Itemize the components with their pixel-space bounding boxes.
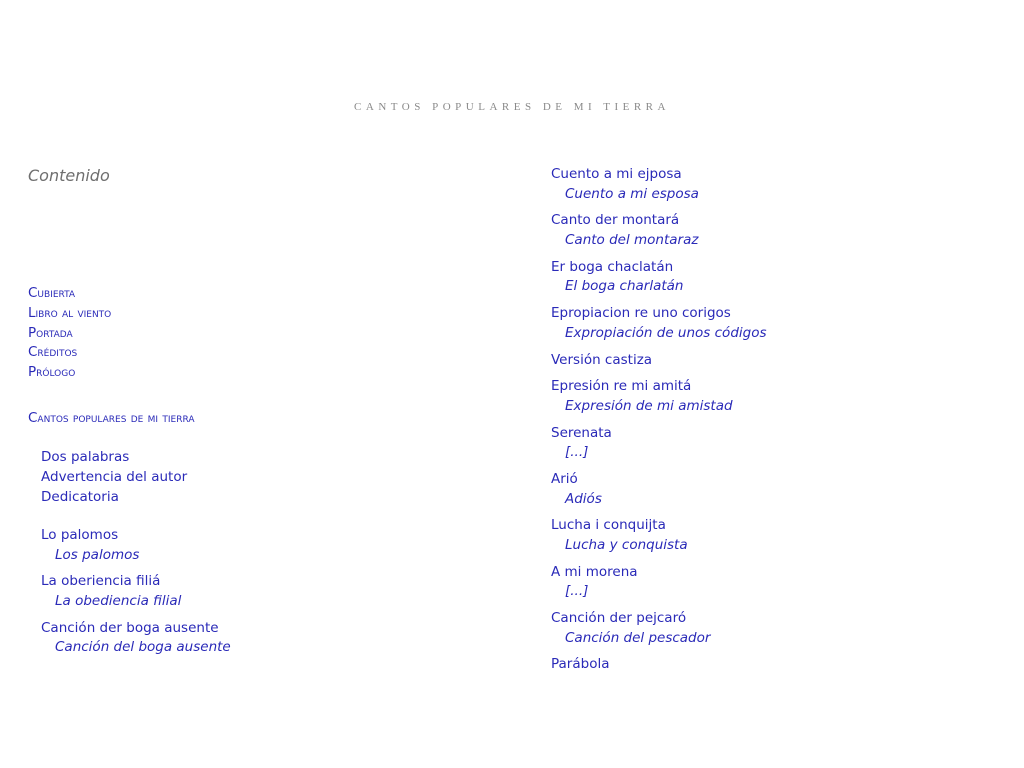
toc-link-prologo[interactable]: Prólogo [28, 364, 76, 381]
poem-title-link[interactable]: Canto der montará [551, 212, 680, 229]
poem-subtitle-link[interactable]: Los palomos [55, 546, 140, 563]
list-item [551, 304, 1011, 343]
list-item [551, 211, 1011, 250]
list-item [551, 424, 1011, 463]
toc-link-portada[interactable]: Portada [28, 324, 73, 341]
list-item [551, 351, 1011, 371]
poem-title-link[interactable]: La oberiencia filiá [41, 573, 161, 590]
toc-right-column [551, 165, 1011, 682]
list-item [551, 258, 1011, 297]
poem-title-link[interactable]: Lucha i conquijta [551, 517, 666, 534]
running-header: CANTOS POPULARES DE MI TIERRA [354, 101, 670, 113]
list-item [41, 526, 508, 565]
poem-title-link[interactable]: Parábola [551, 656, 610, 673]
poem-subtitle-link[interactable]: La obediencia filial [55, 593, 182, 610]
poem-title-link[interactable]: Arió [551, 470, 578, 487]
toc-link-cubierta[interactable]: Cubierta [28, 285, 76, 301]
list-item [41, 619, 508, 658]
poem-subtitle-link[interactable]: Adiós [565, 490, 602, 507]
poem-subtitle-link[interactable]: Cuento a mi esposa [565, 185, 699, 202]
contents-heading: Contenido [28, 166, 110, 185]
poem-title-link[interactable]: Canción der boga ausente [41, 619, 219, 636]
list-item [41, 572, 508, 611]
toc-link-creditos[interactable]: Créditos [28, 344, 78, 361]
poem-subtitle-link[interactable]: [...] [565, 444, 589, 461]
list-item [551, 377, 1011, 416]
toc-link-advertencia[interactable]: Advertencia del autor [41, 468, 188, 485]
poem-subtitle-link[interactable]: El boga charlatán [565, 278, 684, 295]
toc-link-dos-palabras[interactable]: Dos palabras [41, 448, 130, 465]
poem-subtitle-link[interactable]: Canción del pescador [565, 629, 711, 646]
list-item [551, 563, 1011, 602]
front-matter-list [28, 284, 508, 383]
list-item [551, 655, 1011, 675]
poem-list-left [28, 526, 508, 658]
toc-link-libro-al-viento[interactable]: Libro al viento [28, 304, 112, 321]
poem-title-link[interactable]: Er boga chaclatán [551, 258, 674, 275]
poem-subtitle-link[interactable]: Lucha y conquista [565, 537, 688, 553]
poem-title-link[interactable]: Lo palomos [41, 526, 119, 543]
toc-link-dedicatoria[interactable]: Dedicatoria [41, 488, 119, 505]
poem-title-link[interactable]: Epropiacion re uno corigos [551, 305, 731, 322]
poem-title-link[interactable]: A mi morena [551, 563, 638, 580]
list-item [551, 165, 1011, 204]
poem-subtitle-link[interactable]: Expropiación de unos códigos [565, 324, 767, 341]
poem-subtitle-link[interactable]: Canción del boga ausente [55, 639, 231, 656]
poem-title-link[interactable]: Canción der pejcaró [551, 610, 687, 627]
list-item [551, 516, 1011, 555]
poem-title-link[interactable]: Serenata [551, 424, 612, 441]
poem-subtitle-link[interactable]: Canto del montaraz [565, 232, 699, 249]
poem-subtitle-link[interactable]: [...] [565, 583, 589, 600]
poem-title-link[interactable]: Cuento a mi ejposa [551, 166, 682, 182]
poem-title-link[interactable]: Epresión re mi amitá [551, 378, 692, 395]
list-item [551, 470, 1011, 509]
list-item [551, 609, 1011, 648]
intro-list [28, 447, 508, 507]
toc-left-column [28, 284, 508, 665]
poem-subtitle-link[interactable]: Expresión de mi amistad [565, 397, 733, 414]
poem-title-link[interactable]: Versión castiza [551, 351, 653, 368]
toc-link-part-title[interactable]: Cantos populares de mi tierra [28, 409, 195, 426]
